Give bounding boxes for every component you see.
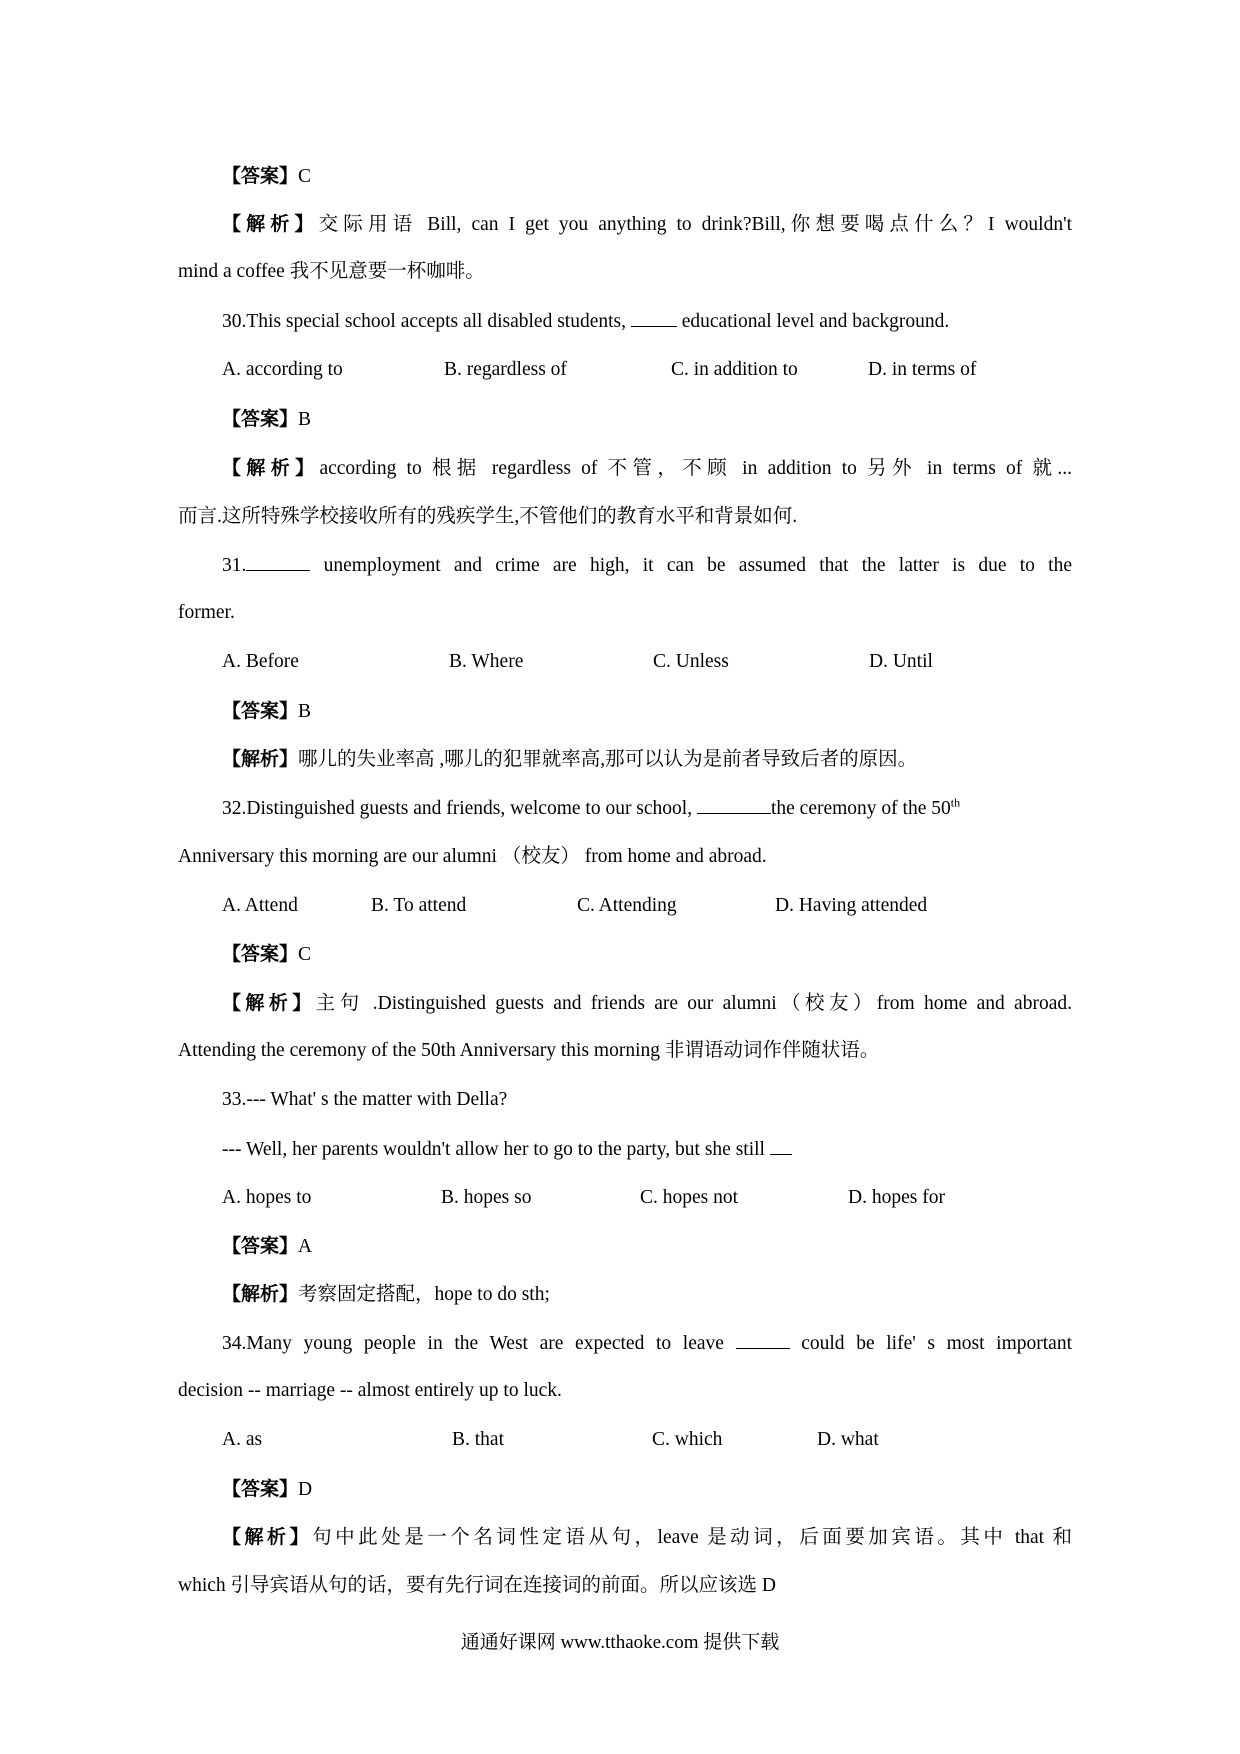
answer-line xyxy=(222,163,311,190)
option-c: C. which xyxy=(652,1429,723,1450)
analysis-label: 【解析】 xyxy=(222,992,316,1014)
answer-value: C xyxy=(298,166,312,187)
analysis-text: 主句 .Distinguished guests and friends are our alumni（校友）from home and abroad. xyxy=(315,993,1072,1014)
answer-line xyxy=(222,1476,312,1503)
option-a: A. Attend xyxy=(222,895,298,916)
stem-text: 32.Distinguished guests and friends, welcome to our school, xyxy=(222,798,697,819)
analysis-line xyxy=(222,990,1072,1017)
analysis-text: according to 根据 regardless of 不管，不顾 in addition to 另外 in terms of 就... xyxy=(319,458,1072,479)
answer-value: D xyxy=(298,1479,313,1500)
answer-blank xyxy=(246,552,310,571)
stem-text: 31. xyxy=(222,555,247,576)
question-stem xyxy=(222,795,960,822)
answer-label: 【答案】 xyxy=(222,1478,299,1500)
option-c: C. Unless xyxy=(653,651,729,672)
question-stem-continued: Anniversary this morning are our alumni （校友） from home and abroad. xyxy=(178,846,767,867)
question-stem xyxy=(222,552,1072,579)
analysis-text: 考察固定搭配，hope to do sth; xyxy=(298,1284,550,1305)
answer-label: 【答案】 xyxy=(222,1235,299,1257)
analysis-label: 【解析】 xyxy=(222,213,319,235)
analysis-label: 【解析】 xyxy=(222,1283,299,1305)
answer-value: A xyxy=(298,1236,313,1257)
stem-text: could be life' s most important xyxy=(789,1333,1072,1354)
question-stem-continued: former. xyxy=(178,602,235,623)
option-b: B. hopes so xyxy=(441,1187,532,1208)
answer-blank xyxy=(697,795,771,814)
answer-label: 【答案】 xyxy=(222,700,299,722)
option-d: D. Until xyxy=(869,651,933,672)
analysis-line xyxy=(222,211,1072,238)
option-b: B. Where xyxy=(449,651,524,672)
analysis-label: 【解析】 xyxy=(222,748,299,770)
option-d: D. hopes for xyxy=(848,1187,945,1208)
answer-line xyxy=(222,698,311,725)
stem-text: educational level and background. xyxy=(676,311,950,332)
ordinal-suffix: th xyxy=(950,795,961,810)
page-footer: 通通好课网 www.tthaoke.com 提供下载 xyxy=(460,1632,780,1653)
analysis-text: 句中此处是一个名词性定语从句，leave 是动词，后面要加宾语。其中 that 和 xyxy=(312,1527,1072,1548)
option-d: D. Having attended xyxy=(775,895,928,916)
analysis-label: 【解析】 xyxy=(222,457,320,479)
analysis-line xyxy=(222,455,1072,482)
question-stem xyxy=(222,1330,1072,1357)
option-d: D. in terms of xyxy=(868,359,977,380)
answer-value: B xyxy=(298,409,312,430)
option-b: B. regardless of xyxy=(444,359,567,380)
option-a: A. Before xyxy=(222,651,299,672)
answer-line xyxy=(222,1233,312,1260)
question-stem: 33.--- What' s the matter with Della? xyxy=(222,1089,508,1110)
option-c: C. hopes not xyxy=(640,1187,739,1208)
analysis-text-continued: which 引导宾语从句的话，要有先行词在连接词的前面。所以应该选 D xyxy=(178,1575,776,1596)
analysis-line xyxy=(222,1524,1072,1551)
analysis-text: 哪儿的失业率高 ,哪儿的犯罪就率高,那可以认为是前者导致后者的原因。 xyxy=(298,749,918,770)
answer-line xyxy=(222,941,311,968)
option-b: B. that xyxy=(452,1429,504,1450)
stem-text: 34.Many young people in the West are expected to leave xyxy=(222,1333,736,1354)
option-a: A. hopes to xyxy=(222,1187,312,1208)
answer-label: 【答案】 xyxy=(222,943,299,965)
stem-text: unemployment and crime are high, it can be assumed that the latter is due to the xyxy=(310,555,1072,576)
option-d: D. what xyxy=(817,1429,879,1450)
question-stem-continued: decision -- marriage -- almost entirely up to luck. xyxy=(178,1380,562,1401)
analysis-text-continued: 而言.这所特殊学校接收所有的残疾学生,不管他们的教育水平和背景如何. xyxy=(178,506,798,527)
question-stem-continued xyxy=(222,1136,792,1163)
analysis-line xyxy=(222,746,917,773)
analysis-text-continued: mind a coffee 我不见意要一杯咖啡。 xyxy=(178,261,485,282)
option-c: C. Attending xyxy=(577,895,677,916)
answer-line xyxy=(222,406,311,433)
analysis-line xyxy=(222,1281,550,1308)
answer-value: C xyxy=(298,944,312,965)
analysis-label: 【解析】 xyxy=(222,1526,313,1548)
answer-blank xyxy=(631,308,677,327)
answer-blank xyxy=(736,1330,790,1349)
stem-text: 30.This special school accepts all disabled students, xyxy=(222,311,631,332)
option-a: A. according to xyxy=(222,359,343,380)
option-b: B. To attend xyxy=(371,895,467,916)
option-a: A. as xyxy=(222,1429,263,1450)
analysis-text-continued: Attending the ceremony of the 50th Anniversary this morning 非谓语动词作伴随状语。 xyxy=(178,1040,880,1061)
answer-value: B xyxy=(298,701,312,722)
stem-text: the ceremony of the 50 xyxy=(770,798,951,819)
analysis-text: 交际用语 Bill, can I get you anything to drink?Bill,你想要喝点什么？I wouldn't xyxy=(318,214,1072,235)
stem-text: --- Well, her parents wouldn't allow her to go to the party, but she still xyxy=(222,1139,770,1160)
answer-label: 【答案】 xyxy=(222,408,299,430)
option-c: C. in addition to xyxy=(671,359,798,380)
answer-blank xyxy=(770,1136,792,1155)
question-stem xyxy=(222,308,949,335)
answer-label: 【答案】 xyxy=(222,165,299,187)
